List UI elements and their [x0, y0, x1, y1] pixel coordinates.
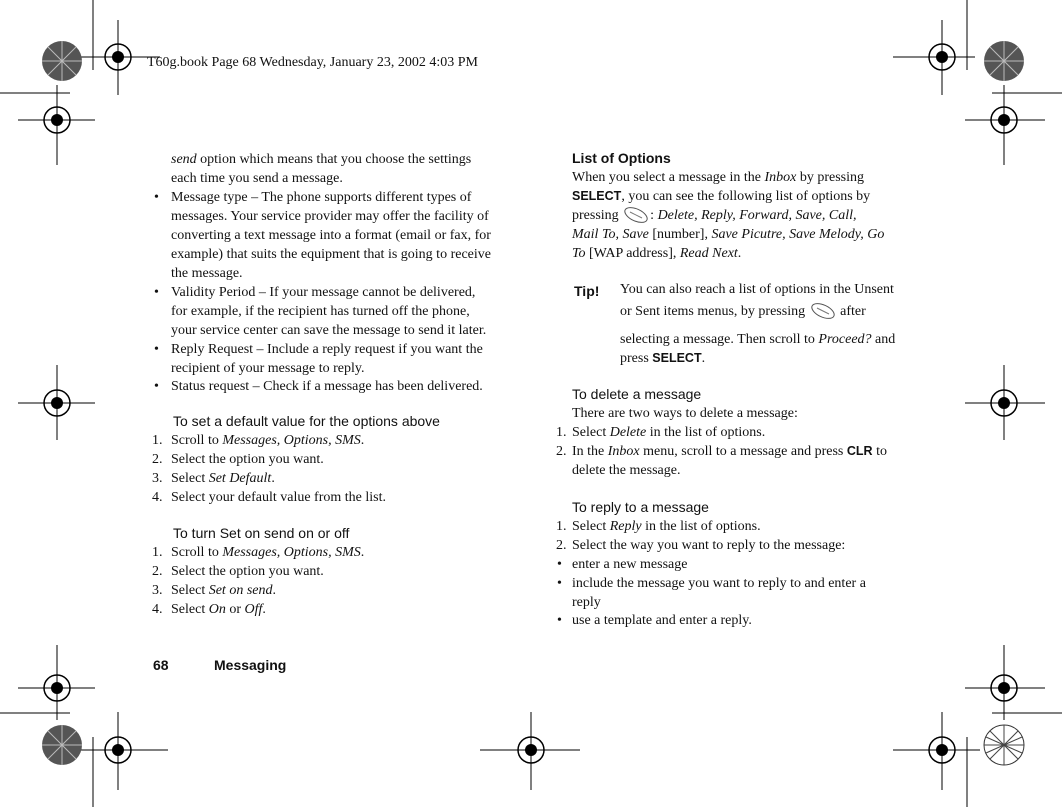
step-text: Select the option you want.	[171, 564, 324, 579]
intro-send-em: send	[171, 152, 197, 167]
step-text: Select On or Off.	[171, 602, 266, 617]
step-number: 1.	[152, 433, 163, 448]
delete-step-1: Select Delete in the list of options.	[572, 425, 766, 440]
book-info-header: T60g.book Page 68 Wednesday, January 23, 2002 4:03 PM	[147, 55, 478, 70]
delete-heading: To delete a message	[572, 386, 702, 402]
reply-bullet: reply	[572, 595, 601, 610]
bullet-line: recipient of your message to reply.	[171, 361, 365, 376]
reply-bullet: use a template and enter a reply.	[572, 613, 752, 628]
intro-text: option which means that you choose the settings	[196, 152, 472, 167]
list-of-options-heading: List of Options	[572, 150, 671, 166]
bullet-line: Message type – The phone supports different types of	[171, 190, 472, 205]
step-text: Scroll to Messages, Options, SMS.	[171, 545, 365, 560]
step-number: 4.	[152, 490, 163, 505]
bullet-line: converting a text message into a format (email or fax, for	[171, 228, 491, 243]
ok-key-icon	[809, 303, 837, 319]
step-text: Scroll to Messages, Options, SMS.	[171, 433, 365, 448]
delete-step-2: In the Inbox menu, scroll to a message and press CLR to	[572, 444, 887, 459]
bullet-line: messages. Your service provider may offer the facility of	[171, 209, 489, 224]
step-number: 2.	[556, 538, 567, 553]
delete-step-2-cont: delete the message.	[572, 463, 681, 478]
bullet-dot: •	[154, 190, 159, 205]
step-number: 4.	[152, 602, 163, 617]
bullet-line: the message.	[171, 266, 243, 281]
bullet-line: Reply Request – Include a reply request if you want the	[171, 342, 483, 357]
page-number: 68	[153, 657, 169, 673]
section-title: Messaging	[214, 657, 287, 673]
tip-line-4: press SELECT.	[620, 351, 706, 366]
delete-intro: There are two ways to delete a message:	[572, 406, 798, 421]
reply-bullet: include the message you want to reply to and enter a	[572, 576, 866, 591]
step-number: 1.	[152, 545, 163, 560]
bullet-dot: •	[557, 576, 562, 591]
reply-step-2: Select the way you want to reply to the message:	[572, 538, 846, 553]
options-line-2: SELECT, you can see the following list of options by	[572, 189, 871, 204]
default-value-heading: To set a default value for the options above	[173, 413, 440, 429]
step-text: Select Set Default.	[171, 471, 275, 486]
tip-line-3: selecting a message. Then scroll to Proceed? and	[620, 332, 896, 347]
bullet-line: Status request – Check if a message has been delivered.	[171, 379, 483, 394]
step-text: Select the option you want.	[171, 452, 324, 467]
bullet-line: for example, if the recipient has turned off the phone,	[171, 304, 470, 319]
step-number: 2.	[152, 564, 163, 579]
step-number: 2.	[556, 444, 567, 459]
bullet-line: Validity Period – If your message cannot be delivered,	[171, 285, 476, 300]
bullet-dot: •	[154, 379, 159, 394]
intro-line-2: each time you send a message.	[171, 171, 343, 186]
bullet-dot: •	[154, 285, 159, 300]
tip-label: Tip!	[574, 283, 600, 299]
step-number: 2.	[152, 452, 163, 467]
ok-key-icon	[622, 207, 650, 223]
step-number: 3.	[152, 471, 163, 486]
options-line-5: To [WAP address], Read Next.	[572, 246, 742, 261]
bullet-dot: •	[557, 557, 562, 572]
bullet-dot: •	[154, 342, 159, 357]
bullet-line: your service center can save the message to send it later.	[171, 323, 487, 338]
intro-line-1	[171, 150, 471, 169]
set-on-send-heading: To turn Set on send on or off	[173, 525, 350, 541]
step-text: Select your default value from the list.	[171, 490, 386, 505]
tip-line-2: or Sent items menus, by pressing after	[620, 302, 866, 321]
reply-bullet: enter a new message	[572, 557, 688, 572]
reply-step-1: Select Reply in the list of options.	[572, 519, 761, 534]
options-line-3: pressing : Delete, Reply, Forward, Save, Call,	[572, 206, 857, 225]
step-number: 3.	[152, 583, 163, 598]
options-line-1: When you select a message in the Inbox by pressing	[572, 170, 864, 185]
tip-line-1: You can also reach a list of options in the Unsent	[620, 282, 894, 297]
options-line-4: Mail To, Save [number], Save Picutre, Save Melody, Go	[572, 227, 885, 242]
bullet-line: example) that suits the equipment that is going to receive	[171, 247, 491, 262]
bullet-dot: •	[557, 613, 562, 628]
reply-heading: To reply to a message	[572, 499, 709, 515]
step-number: 1.	[556, 519, 567, 534]
step-number: 1.	[556, 425, 567, 440]
step-text: Select Set on send.	[171, 583, 276, 598]
